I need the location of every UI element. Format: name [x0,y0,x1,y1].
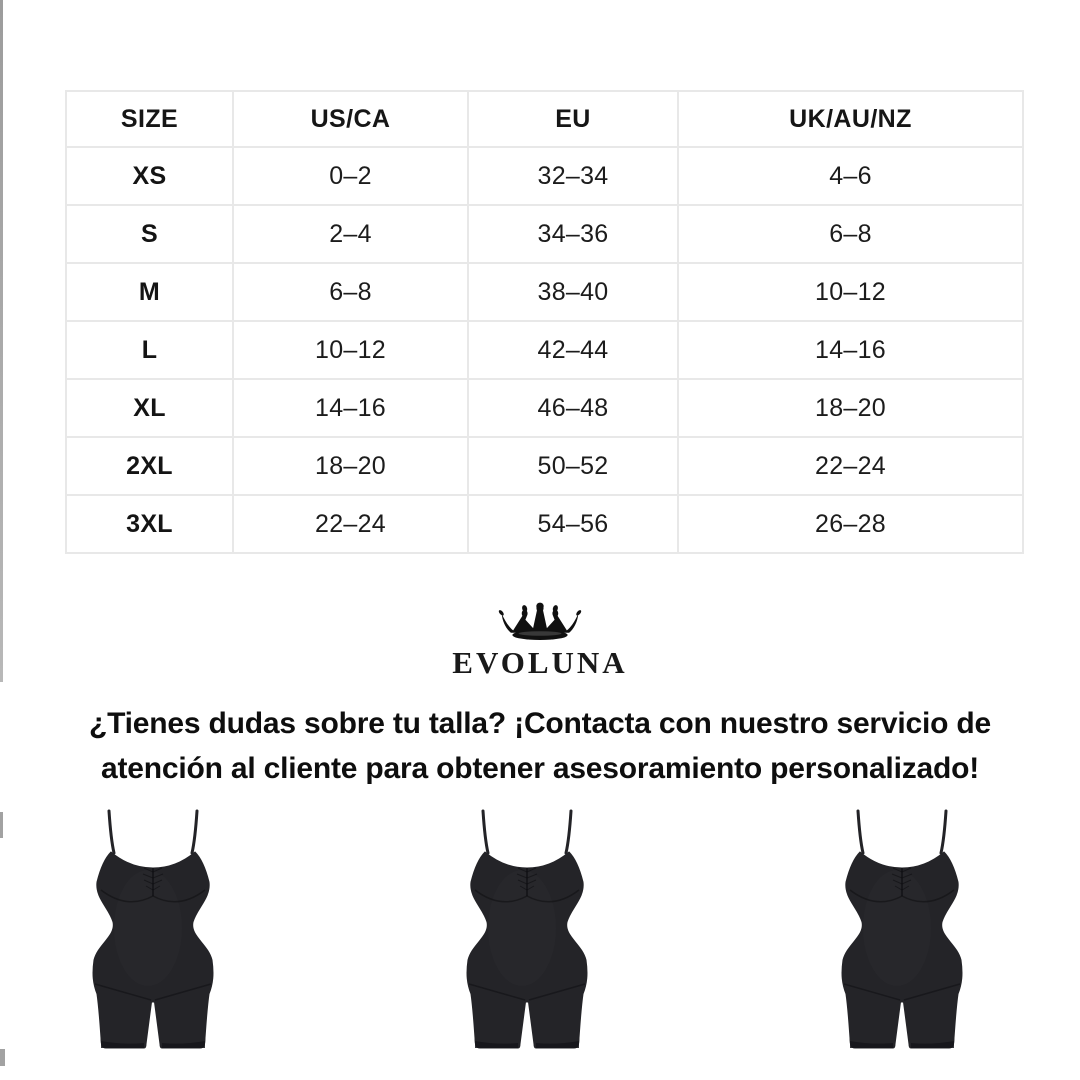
size-label: S [66,205,233,263]
size-label: XS [66,147,233,205]
brand-logo-block [0,601,1080,681]
uk-au-nz-value: 18–20 [678,379,1023,437]
table-row-m [66,263,1023,321]
header-row [66,91,1023,147]
table-row-l [66,321,1023,379]
uk-au-nz-value: 22–24 [678,437,1023,495]
us-ca-value: 6–8 [233,263,468,321]
column-header-size: SIZE [66,91,233,147]
size-label: 3XL [66,495,233,553]
size-label: L [66,321,233,379]
eu-value: 32–34 [468,147,678,205]
eu-value: 42–44 [468,321,678,379]
help-text-line2: atención al cliente para obtener asesoramiento personalizado! [100,752,980,785]
column-header-uk-au-nz: UK/AU/NZ [678,91,1023,147]
column-header-eu: EU [468,91,678,147]
size-label: M [66,263,233,321]
left-edge-artifact-line [0,0,3,682]
uk-au-nz-value: 4–6 [678,147,1023,205]
table-row-xl [66,379,1023,437]
size-label: XL [66,379,233,437]
bodysuit-silhouette-icon [827,808,977,1053]
table-row-xs [66,147,1023,205]
product-image-bodysuit-3 [827,808,977,1053]
size-label: 2XL [66,437,233,495]
left-edge-artifact-mark [0,812,3,838]
uk-au-nz-value: 26–28 [678,495,1023,553]
uk-au-nz-value: 10–12 [678,263,1023,321]
help-text [0,701,1080,791]
table-row-3xl [66,495,1023,553]
crown-icon [494,601,586,643]
eu-value: 46–48 [468,379,678,437]
uk-au-nz-value: 6–8 [678,205,1023,263]
eu-value: 54–56 [468,495,678,553]
column-header-us-ca: US/CA [233,91,468,147]
bodysuit-silhouette-icon [452,808,602,1053]
us-ca-value: 14–16 [233,379,468,437]
eu-value: 50–52 [468,437,678,495]
product-image-bodysuit-2 [452,808,602,1053]
brand-name: EVOLUNA [452,645,628,680]
eu-value: 38–40 [468,263,678,321]
us-ca-value: 18–20 [233,437,468,495]
us-ca-value: 10–12 [233,321,468,379]
bodysuit-silhouette-icon [78,808,228,1053]
eu-value: 34–36 [468,205,678,263]
table-row-s [66,205,1023,263]
us-ca-value: 22–24 [233,495,468,553]
left-edge-artifact-corner [0,1049,5,1066]
product-image-bodysuit-1 [78,808,228,1053]
uk-au-nz-value: 14–16 [678,321,1023,379]
size-chart-table [65,90,1024,554]
us-ca-value: 0–2 [233,147,468,205]
table-row-2xl [66,437,1023,495]
us-ca-value: 2–4 [233,205,468,263]
help-text-line1: ¿Tienes dudas sobre tu talla? ¡Contacta con nuestro servicio de [88,707,992,740]
